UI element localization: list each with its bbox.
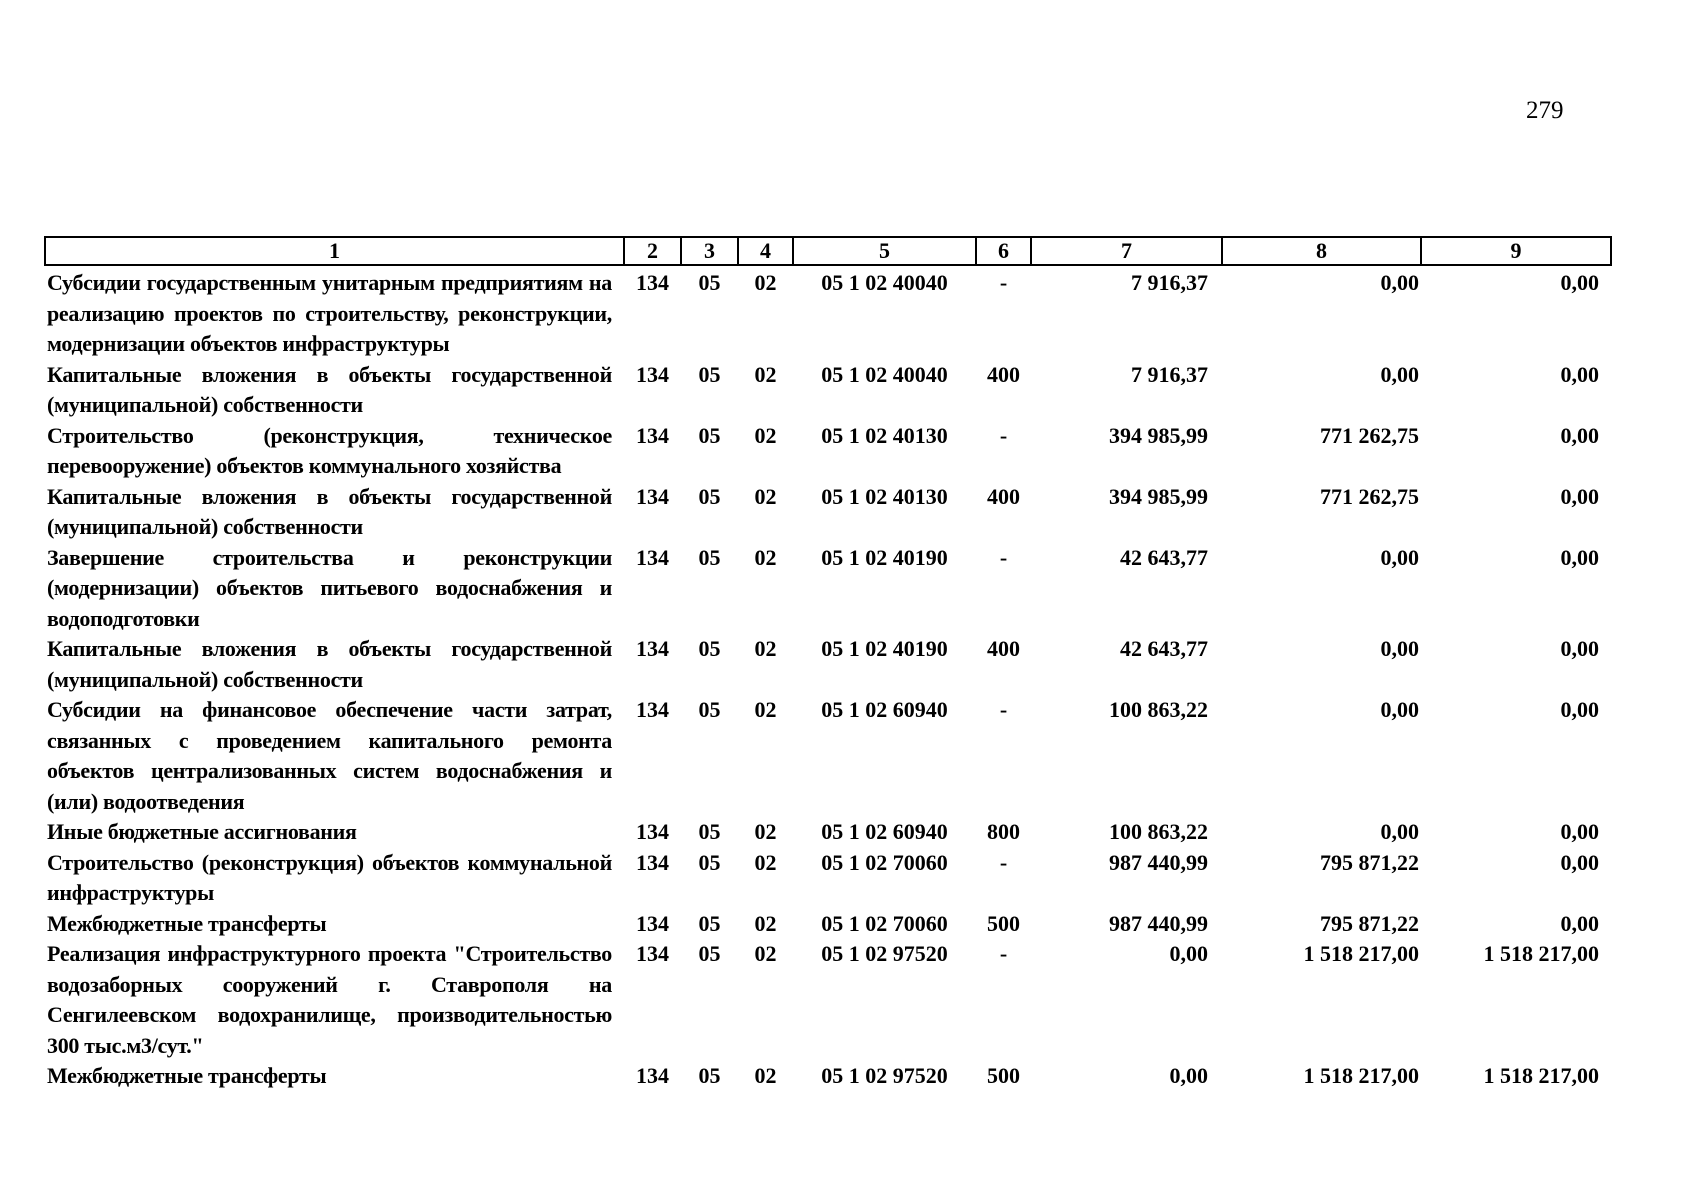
row-amount-col9: 0,00: [1560, 361, 1599, 387]
row-amount-col8: 0,00: [1380, 544, 1419, 570]
row-ministry-code: 134: [636, 819, 669, 844]
row-expense-type: 400: [987, 361, 1020, 387]
table-row: [45, 817, 1611, 848]
row-subsection-code: 02: [754, 270, 777, 295]
header-col-7: 7: [1031, 237, 1222, 265]
row-expense-type: -: [999, 422, 1008, 448]
row-description: Межбюджетные трансферты: [47, 1063, 327, 1088]
row-subsection-code: 02: [754, 361, 777, 387]
row-ministry-code: 134: [636, 910, 669, 936]
table-row: [45, 421, 1611, 482]
page-number: 279: [1526, 97, 1564, 124]
row-expense-type: 500: [987, 910, 1020, 936]
row-expense-type: 500: [987, 1063, 1020, 1088]
row-amount-col7: 100 863,22: [1109, 697, 1208, 722]
row-subsection-code: 02: [754, 544, 777, 570]
row-subsection-code: 02: [754, 941, 777, 966]
row-amount-col8: 795 871,22: [1320, 910, 1419, 936]
row-amount-col9: 1 518 217,00: [1483, 941, 1599, 966]
header-col-3: 3: [681, 237, 738, 265]
row-target-article: 05 1 02 60940: [821, 819, 948, 844]
row-subsection-code: 02: [754, 483, 777, 509]
row-description: Капитальные вложения в объекты государственной (муниципальной) собственности: [47, 361, 612, 417]
row-description: Капитальные вложения в объекты государственной (муниципальной) собственности: [47, 483, 612, 539]
row-target-article: 05 1 02 60940: [821, 697, 948, 722]
row-amount-col7: 394 985,99: [1109, 422, 1208, 448]
table-row: [45, 1061, 1611, 1092]
row-expense-type: 400: [987, 636, 1020, 661]
row-amount-col7: 7 916,37: [1131, 270, 1208, 295]
row-amount-col8: 0,00: [1380, 361, 1419, 387]
row-amount-col9: 0,00: [1560, 270, 1599, 295]
row-amount-col7: 987 440,99: [1109, 849, 1208, 875]
row-ministry-code: 134: [636, 483, 669, 509]
row-description: Субсидии на финансовое обеспечение части затрат, связанных с проведением капитального ремонта объектов централизованных систем водоснабжения и (или) водоотведения: [47, 697, 612, 814]
row-ministry-code: 134: [636, 697, 669, 722]
row-amount-col7: 987 440,99: [1109, 910, 1208, 936]
row-amount-col8: 0,00: [1380, 270, 1419, 295]
row-description: Строительство (реконструкция) объектов коммунальной инфраструктуры: [47, 849, 612, 905]
row-subsection-code: 02: [754, 697, 777, 722]
row-section-code: 05: [698, 483, 721, 509]
row-target-article: 05 1 02 40190: [821, 544, 948, 570]
header-col-9: 9: [1421, 237, 1611, 265]
row-amount-col7: 100 863,22: [1109, 819, 1208, 844]
table-row: [45, 482, 1611, 543]
row-amount-col8: 0,00: [1380, 819, 1419, 844]
row-target-article: 05 1 02 70060: [821, 910, 948, 936]
row-amount-col7: 394 985,99: [1109, 483, 1208, 509]
row-target-article: 05 1 02 40040: [821, 270, 948, 295]
row-target-article: 05 1 02 97520: [821, 941, 948, 966]
row-amount-col9: 0,00: [1560, 544, 1599, 570]
row-ministry-code: 134: [636, 636, 669, 661]
row-target-article: 05 1 02 40130: [821, 422, 948, 448]
table-row: [45, 360, 1611, 421]
row-description: Межбюджетные трансферты: [47, 910, 327, 936]
row-amount-col9: 0,00: [1560, 636, 1599, 661]
row-description: Строительство (реконструкция, техническое перевооружение) объектов коммунального хозяйства: [47, 422, 612, 478]
row-amount-col8: 771 262,75: [1320, 422, 1419, 448]
row-subsection-code: 02: [754, 819, 777, 844]
row-ministry-code: 134: [636, 544, 669, 570]
row-amount-col7: 42 643,77: [1120, 544, 1208, 570]
row-amount-col9: 0,00: [1560, 910, 1599, 936]
row-section-code: 05: [698, 544, 721, 570]
budget-table: [44, 236, 1612, 1092]
row-subsection-code: 02: [754, 422, 777, 448]
row-description: Реализация инфраструктурного проекта "Строительство водозаборных сооружений г. Ставрополя на Сенгилеевском водохранилище, производительностью 300 тыс.м3/сут.": [47, 941, 612, 1058]
row-amount-col7: 0,00: [1169, 941, 1208, 966]
row-ministry-code: 134: [636, 422, 669, 448]
header-row: [45, 237, 1611, 265]
table-row: [45, 939, 1611, 1061]
row-target-article: 05 1 02 70060: [821, 849, 948, 875]
table-row: [45, 909, 1611, 940]
row-section-code: 05: [698, 270, 721, 295]
row-subsection-code: 02: [754, 636, 777, 661]
row-amount-col8: 0,00: [1380, 636, 1419, 661]
row-target-article: 05 1 02 40130: [821, 483, 948, 509]
row-section-code: 05: [698, 422, 721, 448]
row-section-code: 05: [698, 849, 721, 875]
row-section-code: 05: [698, 819, 721, 844]
row-expense-type: -: [999, 697, 1008, 722]
budget-table-container: [44, 236, 1610, 1092]
row-amount-col7: 0,00: [1169, 1063, 1208, 1088]
row-amount-col8: 1 518 217,00: [1303, 1063, 1419, 1088]
row-amount-col9: 0,00: [1560, 483, 1599, 509]
header-col-2: 2: [624, 237, 681, 265]
row-amount-col9: 0,00: [1560, 422, 1599, 448]
header-col-4: 4: [738, 237, 793, 265]
row-section-code: 05: [698, 636, 721, 661]
row-description: Капитальные вложения в объекты государственной (муниципальной) собственности: [47, 636, 612, 692]
table-header: [45, 237, 1611, 265]
header-col-5: 5: [793, 237, 976, 265]
row-target-article: 05 1 02 40040: [821, 361, 948, 387]
table-row: [45, 695, 1611, 817]
row-amount-col7: 7 916,37: [1131, 361, 1208, 387]
row-expense-type: -: [999, 544, 1008, 570]
row-section-code: 05: [698, 1063, 721, 1088]
row-amount-col9: 0,00: [1560, 849, 1599, 875]
row-amount-col7: 42 643,77: [1120, 636, 1208, 661]
row-subsection-code: 02: [754, 1063, 777, 1088]
row-expense-type: 400: [987, 483, 1020, 509]
header-col-6: 6: [976, 237, 1031, 265]
header-col-8: 8: [1222, 237, 1421, 265]
row-amount-col8: 0,00: [1380, 697, 1419, 722]
row-target-article: 05 1 02 97520: [821, 1063, 948, 1088]
row-ministry-code: 134: [636, 941, 669, 966]
header-col-1: 1: [45, 237, 624, 265]
row-target-article: 05 1 02 40190: [821, 636, 948, 661]
row-expense-type: 800: [987, 819, 1020, 844]
row-amount-col9: 0,00: [1560, 697, 1599, 722]
row-ministry-code: 134: [636, 849, 669, 875]
row-amount-col9: 1 518 217,00: [1483, 1063, 1599, 1088]
row-section-code: 05: [698, 910, 721, 936]
table-row: [45, 848, 1611, 909]
table-body: [45, 265, 1611, 1092]
row-expense-type: -: [999, 270, 1008, 295]
row-expense-type: -: [999, 849, 1008, 875]
row-subsection-code: 02: [754, 849, 777, 875]
table-row: [45, 543, 1611, 635]
table-row: [45, 634, 1611, 695]
row-amount-col8: 771 262,75: [1320, 483, 1419, 509]
row-description: Иные бюджетные ассигнования: [47, 819, 357, 844]
row-ministry-code: 134: [636, 270, 669, 295]
row-section-code: 05: [698, 361, 721, 387]
row-amount-col8: 1 518 217,00: [1303, 941, 1419, 966]
row-ministry-code: 134: [636, 361, 669, 387]
row-expense-type: -: [999, 941, 1008, 966]
row-description: Завершение строительства и реконструкции (модернизации) объектов питьевого водоснабжения и водоподготовки: [47, 544, 612, 631]
row-description: Субсидии государственным унитарным предприятиям на реализацию проектов по строительству, реконструкции, модернизации объектов инфраструктуры: [47, 270, 612, 356]
row-amount-col8: 795 871,22: [1320, 849, 1419, 875]
row-section-code: 05: [698, 697, 721, 722]
table-row: [45, 265, 1611, 360]
row-section-code: 05: [698, 941, 721, 966]
row-subsection-code: 02: [754, 910, 777, 936]
row-amount-col9: 0,00: [1560, 819, 1599, 844]
row-ministry-code: 134: [636, 1063, 669, 1088]
